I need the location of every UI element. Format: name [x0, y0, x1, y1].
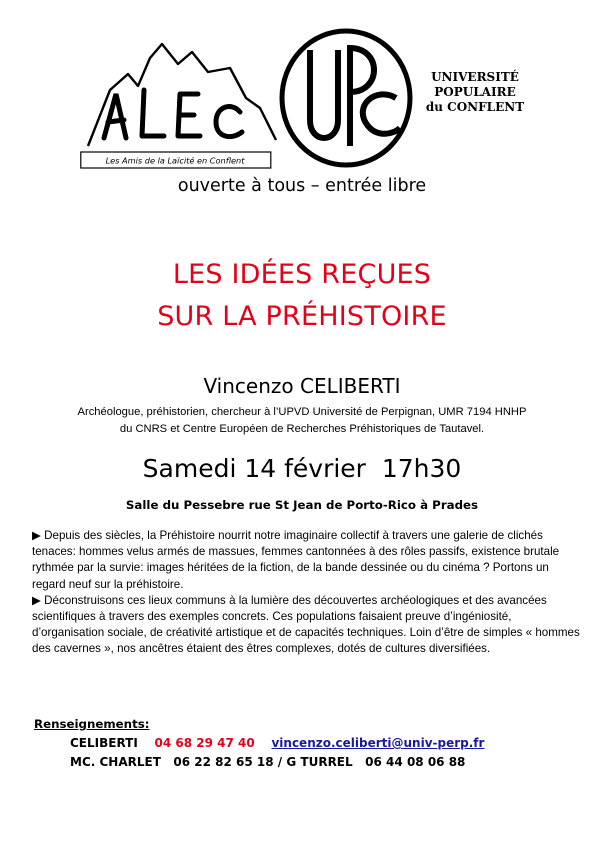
upc-name [420, 70, 530, 115]
description-paragraph-2: ▶ Déconstruisons ces lieux communs à la lumière des découvertes archéologiques et des avancées scientifiques à travers des exemples concrets. Ces populations faisaient preuve d’ingéniosité, d’organisation sociale, de créativité artistique et de capacités techniques. Loin d’être de simples « hommes des cavernes », nos ancêtres étaient des êtres complexes, dotés de cultures diversifiées. [32, 593, 580, 656]
contact-heading: Renseignements: [34, 717, 150, 731]
event-title [0, 254, 604, 338]
event-date: Samedi 14 février 17h30 [142, 454, 462, 483]
upc-logo [278, 28, 413, 168]
speaker-name: Vincenzo CELIBERTI [203, 374, 401, 398]
alec-tagline: Les Amis de la Laïcité en Conflent [105, 155, 245, 166]
upc-name-line2: POPULAIRE [434, 85, 516, 99]
alec-logo [80, 28, 280, 170]
contact-1-name: CELIBERTI [70, 736, 138, 750]
contact-line-2: MC. CHARLET 06 22 82 65 18 / G TURREL 06 44 08 06 88 [70, 755, 466, 769]
speaker-description-line1: Archéologue, préhistorien, chercheur à l’UPVD Université de Perpignan, UMR 7194 HNHP [77, 406, 527, 418]
upc-name-line1: UNIVERSITÉ [431, 70, 519, 84]
event-title-line2: SUR LA PRÉHISTOIRE [157, 301, 447, 332]
contact-1-email-link[interactable]: vincenzo.celiberti@univ-perp.fr [271, 736, 485, 750]
event-description [32, 528, 582, 658]
event-title-line1: LES IDÉES REÇUES [172, 259, 432, 290]
description-paragraph-1: ▶ Depuis des siècles, la Préhistoire nourrit notre imaginaire collectif à travers une galerie de clichés tenaces: hommes velus armés de massues, femmes cantonnées à des rôles passifs, existence brutale rythmée par la survie: images héritées de la fiction, de la bande dessinée ou du cinéma ? Portons un regard neuf sur la préhistoire. [32, 529, 560, 591]
access-tagline: ouverte à tous – entrée libre [177, 176, 427, 196]
contact-1-phone: 04 68 29 47 40 [154, 736, 255, 750]
upc-name-line3: du CONFLENT [425, 100, 525, 114]
speaker-description [20, 404, 584, 438]
event-venue: Salle du Pessebre rue St Jean de Porto-Rico à Prades [125, 498, 479, 512]
speaker-description-line2: du CNRS et Centre Européen de Recherches Préhistoriques de Tautavel. [119, 423, 485, 435]
contact-line-1 [70, 736, 484, 750]
